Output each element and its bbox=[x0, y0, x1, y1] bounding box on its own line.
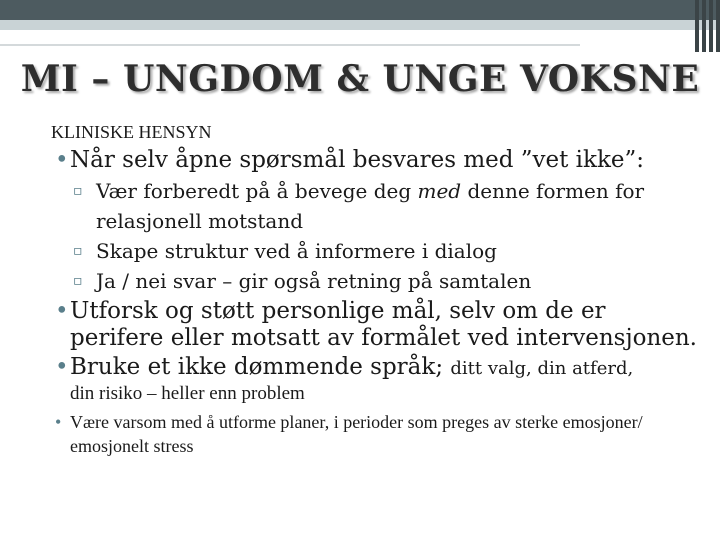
sub-bullet-text: Vær forberedt på å bevege deg bbox=[96, 179, 418, 203]
bullet-item bbox=[51, 147, 701, 174]
sub-bullet-item bbox=[51, 176, 701, 236]
slide-title: MI – UNGDOM & UNGE VOKSNE bbox=[20, 58, 700, 100]
sub-bullet-text: Skape struktur ved å informere i dialog bbox=[96, 239, 497, 263]
bullet-continuation: din risiko – heller enn problem bbox=[70, 383, 305, 404]
slide-body bbox=[51, 122, 701, 460]
bullet-item bbox=[51, 354, 701, 382]
sub-bullet-emphasis: med bbox=[417, 179, 462, 203]
top-bar-light bbox=[0, 20, 720, 30]
sub-bullet-item bbox=[51, 236, 701, 266]
bullet-text: Være varsom med å utforme planer, i perioder som preges av sterke emosjoner/ emosjonelt stress bbox=[70, 412, 643, 456]
bullet-text: Utforsk og støtt personlige mål, selv om de er perifere eller motsatt av formålet ved intervensjonen. bbox=[70, 298, 697, 351]
decorative-line bbox=[0, 44, 580, 46]
sub-bullet-text: Ja / nei svar – gir også retning på samtalen bbox=[96, 269, 532, 293]
bullet-text: Bruke et ikke dømmende språk; bbox=[70, 354, 451, 380]
bullet-item bbox=[51, 410, 701, 458]
corner-stripes bbox=[690, 0, 720, 52]
section-label: KLINISKE HENSYN bbox=[51, 122, 212, 142]
bullet-text: Når selv åpne spørsmål besvares med ”vet ikke”: bbox=[70, 147, 645, 173]
bullet-list bbox=[51, 147, 701, 458]
sub-bullet-item bbox=[51, 266, 701, 296]
bullet-text-small: ditt valg, din atferd, bbox=[450, 358, 634, 379]
top-bar bbox=[0, 0, 720, 22]
bullet-item bbox=[51, 298, 701, 352]
sub-bullet-text: denne formen for relasjonell motstand bbox=[96, 179, 645, 233]
